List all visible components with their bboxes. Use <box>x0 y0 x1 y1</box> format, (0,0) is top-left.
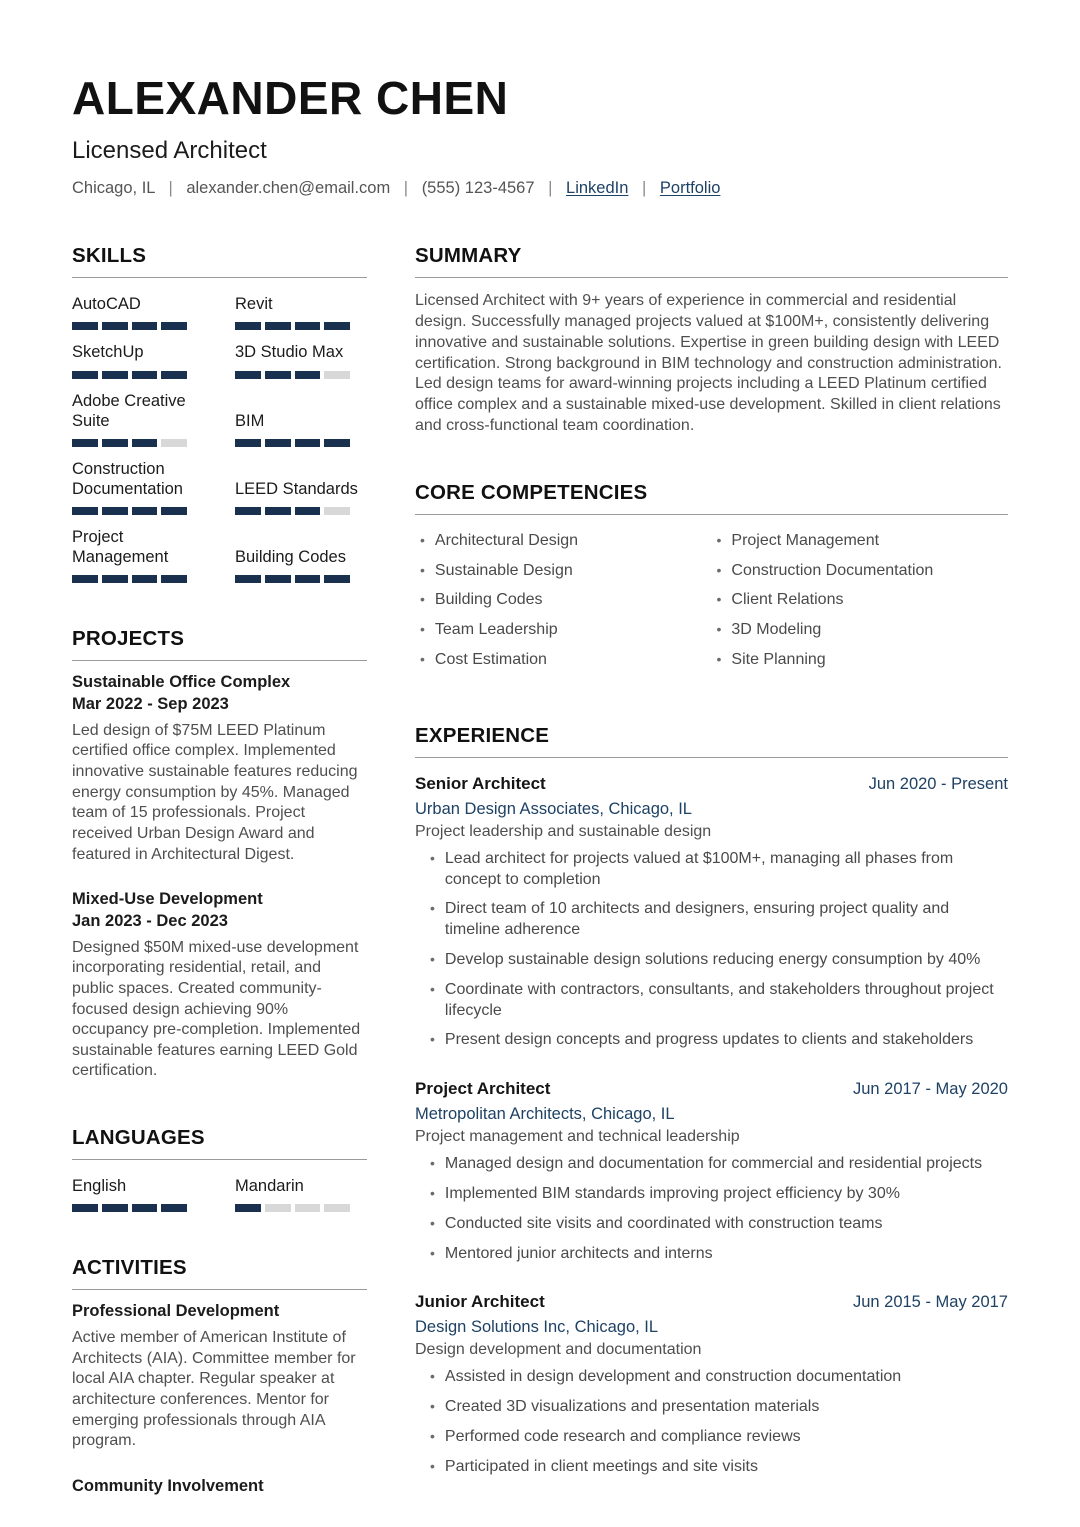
job-bullet-list <box>415 849 1008 1051</box>
bar-segment-filled <box>102 1204 128 1212</box>
skill-item <box>72 527 235 583</box>
bar-segment-empty <box>324 371 350 379</box>
languages-section <box>72 1126 367 1212</box>
bullet-icon: • <box>430 1155 435 1172</box>
job-bullet-text: Created 3D visualizations and presentation materials <box>444 1398 820 1416</box>
job-bullet-list <box>415 1367 1008 1477</box>
project-title: Mixed-Use Development <box>72 890 263 909</box>
projects-section <box>72 627 367 1082</box>
language-label: English <box>72 1177 127 1196</box>
separator: | <box>548 179 553 198</box>
skill-level-bar <box>72 322 187 330</box>
bar-segment-filled <box>102 439 128 447</box>
job-bullet-text: Performed code research and compliance reviews <box>444 1428 801 1446</box>
language-level-bar <box>235 1204 350 1212</box>
competency-item <box>712 590 1009 611</box>
bar-segment-filled <box>235 507 261 515</box>
language-level-bar <box>72 1204 187 1212</box>
experience-section <box>415 724 1008 1478</box>
skill-label: AutoCAD <box>72 295 141 314</box>
bar-segment-empty <box>324 1204 350 1212</box>
skill-item <box>72 459 235 515</box>
job-bullet <box>415 849 1008 891</box>
bar-segment-filled <box>324 439 350 447</box>
activity-item <box>72 1301 367 1452</box>
bullet-icon: • <box>430 1368 435 1385</box>
activities-heading: ACTIVITIES <box>72 1256 367 1290</box>
job-bullet-text: Lead architect for projects valued at $100M+, managing all phases from concept to completion <box>444 849 954 888</box>
skill-level-bar <box>72 507 187 515</box>
job-title: Project Architect <box>415 1079 551 1099</box>
competency-item <box>712 650 1009 671</box>
bar-segment-empty <box>324 507 350 515</box>
bullet-icon: • <box>430 1185 435 1202</box>
left-column <box>72 244 367 1497</box>
bullet-icon: • <box>430 1244 435 1261</box>
skill-item <box>235 479 367 515</box>
competency-label: Construction Documentation <box>731 561 934 579</box>
header <box>72 74 1008 198</box>
bar-segment-filled <box>72 322 98 330</box>
bar-segment-filled <box>132 439 158 447</box>
skill-level-bar <box>235 439 350 447</box>
project-dates: Mar 2022 - Sep 2023 <box>72 695 229 714</box>
skills-grid <box>72 294 367 583</box>
bar-segment-filled <box>265 439 291 447</box>
bar-segment-filled <box>235 575 261 583</box>
languages-heading: LANGUAGES <box>72 1126 367 1160</box>
competency-label: 3D Modeling <box>731 621 822 639</box>
bar-segment-filled <box>265 371 291 379</box>
skill-label: SketchUp <box>72 343 144 362</box>
competency-item <box>415 620 712 641</box>
bar-segment-filled <box>161 1204 187 1212</box>
bar-segment-filled <box>161 575 187 583</box>
job-bullet <box>415 1427 1008 1448</box>
skill-label: Project Management <box>72 528 169 567</box>
job-header <box>415 774 1008 794</box>
bar-segment-empty <box>161 439 187 447</box>
bullet-icon: • <box>716 531 722 548</box>
bullet-icon: • <box>420 651 425 668</box>
job-bullet <box>415 1154 1008 1175</box>
bullet-icon: • <box>716 591 722 608</box>
competency-label: Sustainable Design <box>434 561 573 579</box>
job-bullet <box>415 1397 1008 1418</box>
bar-segment-empty <box>295 1204 321 1212</box>
job-bullet-text: Develop sustainable design solutions reducing energy consumption by 40% <box>444 951 981 969</box>
competencies-grid <box>415 531 1008 680</box>
skill-label: Building Codes <box>235 548 346 567</box>
candidate-name: ALEXANDER CHEN <box>72 72 509 124</box>
competency-item <box>415 590 712 611</box>
bullet-icon: • <box>430 849 435 866</box>
skill-label: Revit <box>235 295 273 314</box>
summary-heading: SUMMARY <box>415 244 1008 278</box>
job-subtitle: Project leadership and sustainable design <box>415 822 712 840</box>
skill-label: 3D Studio Max <box>235 343 344 362</box>
portfolio-link[interactable]: Portfolio <box>659 179 721 198</box>
job-dates: Jun 2015 - May 2017 <box>852 1293 1008 1312</box>
job-header <box>415 1079 1008 1099</box>
skill-item <box>235 411 367 447</box>
competencies-heading: CORE COMPETENCIES <box>415 481 1008 515</box>
bullet-icon: • <box>420 561 425 578</box>
separator: | <box>403 179 409 198</box>
bar-segment-filled <box>132 1204 158 1212</box>
competency-label: Architectural Design <box>434 531 579 549</box>
bar-segment-filled <box>295 439 321 447</box>
separator: | <box>168 179 173 198</box>
bullet-icon: • <box>430 1214 435 1231</box>
skill-item <box>72 342 235 378</box>
activity-title: Community Involvement <box>72 1476 264 1495</box>
bullet-icon: • <box>430 1428 435 1445</box>
competency-label: Cost Estimation <box>434 651 547 669</box>
bar-segment-filled <box>161 507 187 515</box>
skill-item <box>235 547 367 583</box>
bar-segment-filled <box>132 507 158 515</box>
project-title: Sustainable Office Complex <box>72 673 291 692</box>
job-bullet-text: Coordinate with contractors, consultants, and stakeholders throughout project lifecycle <box>444 980 994 1019</box>
job-bullet-text: Participated in client meetings and site visits <box>444 1457 758 1475</box>
bar-segment-filled <box>132 575 158 583</box>
job-bullet <box>415 899 1008 941</box>
two-column-layout <box>72 244 1008 1497</box>
bullet-icon: • <box>420 621 425 638</box>
job-company: Urban Design Associates, Chicago, IL <box>415 799 692 818</box>
bullet-icon: • <box>716 621 722 638</box>
bar-segment-filled <box>265 507 291 515</box>
right-column <box>415 244 1008 1486</box>
language-item <box>72 1176 235 1212</box>
bar-segment-filled <box>161 322 187 330</box>
job-bullet-text: Direct team of 10 architects and designers, ensuring project quality and timeline adherence <box>444 900 950 939</box>
job-bullet-text: Present design concepts and progress updates to clients and stakeholders <box>444 1031 974 1049</box>
contact-phone: (555) 123-4567 <box>421 179 535 198</box>
bar-segment-filled <box>132 371 158 379</box>
bar-segment-filled <box>265 575 291 583</box>
skill-label: LEED Standards <box>235 479 358 498</box>
project-dates: Jan 2023 - Dec 2023 <box>72 911 228 930</box>
linkedin-link[interactable]: LinkedIn <box>566 179 629 198</box>
bar-segment-filled <box>265 322 291 330</box>
project-item <box>72 889 367 1082</box>
skill-level-bar <box>72 439 187 447</box>
contact-location: Chicago, IL <box>72 179 155 198</box>
job-header <box>415 1292 1008 1312</box>
bar-segment-filled <box>235 1204 261 1212</box>
competency-label: Team Leadership <box>434 621 558 639</box>
job-bullet-list <box>415 1154 1008 1264</box>
job-title: Junior Architect <box>415 1292 545 1312</box>
experience-heading: EXPERIENCE <box>415 724 1008 758</box>
bullet-icon: • <box>430 1031 435 1048</box>
job-entry <box>415 1079 1008 1264</box>
bar-segment-empty <box>265 1204 291 1212</box>
project-description: Led design of $75M LEED Platinum certified office complex. Implemented innovative sustainable features reducing energy consumption by 45%. Managed team of 15 professionals. Project received Urban Design Award and featured in Architectural Digest. <box>72 721 358 863</box>
competency-label: Client Relations <box>731 591 844 609</box>
activities-section <box>72 1256 367 1497</box>
competencies-column-left <box>415 531 712 680</box>
languages-grid <box>72 1176 367 1212</box>
job-bullet-text: Implemented BIM standards improving project efficiency by 30% <box>444 1185 900 1203</box>
job-entry <box>415 774 1008 1051</box>
separator: | <box>642 179 647 198</box>
competency-item <box>415 561 712 582</box>
bullet-icon: • <box>716 651 722 668</box>
job-bullet <box>415 980 1008 1022</box>
activities-list <box>72 1301 367 1497</box>
competency-item <box>415 650 712 671</box>
job-entry <box>415 1292 1008 1477</box>
job-bullet <box>415 950 1008 971</box>
bar-segment-filled <box>324 575 350 583</box>
summary-text: Licensed Architect with 9+ years of experience in commercial and residential design. Successfully managed projects valued at $100M+, consistently delivering innovative and sustainable solutions. Expertise in green building design with LEED certification. Strong background in BIM technology and construction administration. Led design teams for award-winning projects including a LEED Platinum certified office complex and a sustainable mixed-use development. Skilled in client relations and cross-functional team coordination. <box>415 292 1002 435</box>
competency-label: Site Planning <box>731 651 826 669</box>
bar-segment-filled <box>295 322 321 330</box>
skill-level-bar <box>72 371 187 379</box>
job-bullet <box>415 1030 1008 1051</box>
project-item <box>72 672 367 865</box>
bullet-icon: • <box>430 951 435 968</box>
competencies-column-right <box>712 531 1009 680</box>
skill-level-bar <box>235 322 350 330</box>
job-dates: Jun 2017 - May 2020 <box>852 1080 1008 1099</box>
bullet-icon: • <box>430 900 435 917</box>
activity-description: Active member of American Institute of Architects (AIA). Committee member for local AIA chapter. Regular speaker at architecture conferences. Mentor for emerging professionals through AIA program. <box>72 1329 356 1450</box>
bar-segment-filled <box>102 507 128 515</box>
bar-segment-filled <box>324 322 350 330</box>
bar-segment-filled <box>72 439 98 447</box>
job-subtitle: Project management and technical leadership <box>415 1128 740 1146</box>
competency-item <box>712 531 1009 552</box>
job-bullet-text: Assisted in design development and construction documentation <box>444 1368 902 1386</box>
job-bullet <box>415 1367 1008 1388</box>
job-bullet-text: Managed design and documentation for commercial and residential projects <box>444 1155 983 1173</box>
projects-heading: PROJECTS <box>72 627 367 661</box>
competency-item <box>712 561 1009 582</box>
bar-segment-filled <box>235 439 261 447</box>
bar-segment-filled <box>102 322 128 330</box>
skill-label: Adobe Creative Suite <box>72 391 186 430</box>
contact-line <box>72 179 1008 198</box>
competency-item <box>712 620 1009 641</box>
job-bullet <box>415 1214 1008 1235</box>
skill-item <box>72 294 235 330</box>
language-label: Mandarin <box>235 1177 304 1196</box>
job-company: Metropolitan Architects, Chicago, IL <box>415 1105 675 1124</box>
job-company: Design Solutions Inc, Chicago, IL <box>415 1318 659 1337</box>
job-dates: Jun 2020 - Present <box>868 774 1008 793</box>
bar-segment-filled <box>295 371 321 379</box>
bar-segment-filled <box>132 322 158 330</box>
bar-segment-filled <box>72 507 98 515</box>
job-bullet <box>415 1244 1008 1265</box>
bar-segment-filled <box>295 507 321 515</box>
job-bullet-text: Conducted site visits and coordinated with construction teams <box>444 1214 883 1232</box>
summary-section <box>415 244 1008 437</box>
contact-email: alexander.chen@email.com <box>186 179 391 198</box>
language-item <box>235 1176 367 1212</box>
skill-item <box>235 342 367 378</box>
job-title: Senior Architect <box>415 773 546 793</box>
bar-segment-filled <box>72 371 98 379</box>
bullet-icon: • <box>430 980 435 997</box>
competency-label: Project Management <box>731 531 880 549</box>
candidate-title: Licensed Architect <box>72 137 267 165</box>
bullet-icon: • <box>716 561 722 578</box>
skill-level-bar <box>235 507 350 515</box>
job-bullet <box>415 1184 1008 1205</box>
projects-list <box>72 672 367 1082</box>
skills-section <box>72 244 367 583</box>
skill-label: BIM <box>235 411 265 430</box>
bullet-icon: • <box>420 591 425 608</box>
skill-level-bar <box>235 371 350 379</box>
job-subtitle: Design development and documentation <box>415 1341 702 1359</box>
skill-level-bar <box>235 575 350 583</box>
bar-segment-filled <box>295 575 321 583</box>
bullet-icon: • <box>430 1398 435 1415</box>
bar-segment-filled <box>161 371 187 379</box>
bar-segment-filled <box>235 322 261 330</box>
skill-item <box>235 294 367 330</box>
competencies-section <box>415 481 1008 680</box>
bar-segment-filled <box>72 575 98 583</box>
skill-label: Construction Documentation <box>72 459 183 498</box>
bullet-icon: • <box>420 531 425 548</box>
bar-segment-filled <box>235 371 261 379</box>
competency-item <box>415 531 712 552</box>
bar-segment-filled <box>72 1204 98 1212</box>
job-bullet-text: Mentored junior architects and interns <box>444 1244 713 1262</box>
bar-segment-filled <box>102 371 128 379</box>
project-description: Designed $50M mixed-use development incorporating residential, retail, and public spaces. Created community-focused design achieving 90% occupancy pre-completion. Implemented sustainable features earning LEED Gold certification. <box>72 938 361 1080</box>
skill-level-bar <box>72 575 187 583</box>
competency-label: Building Codes <box>434 591 543 609</box>
skills-heading: SKILLS <box>72 244 367 278</box>
activity-item <box>72 1476 367 1498</box>
skill-item <box>72 391 235 447</box>
bullet-icon: • <box>430 1457 435 1474</box>
job-bullet <box>415 1457 1008 1478</box>
bar-segment-filled <box>102 575 128 583</box>
activity-title: Professional Development <box>72 1302 280 1321</box>
